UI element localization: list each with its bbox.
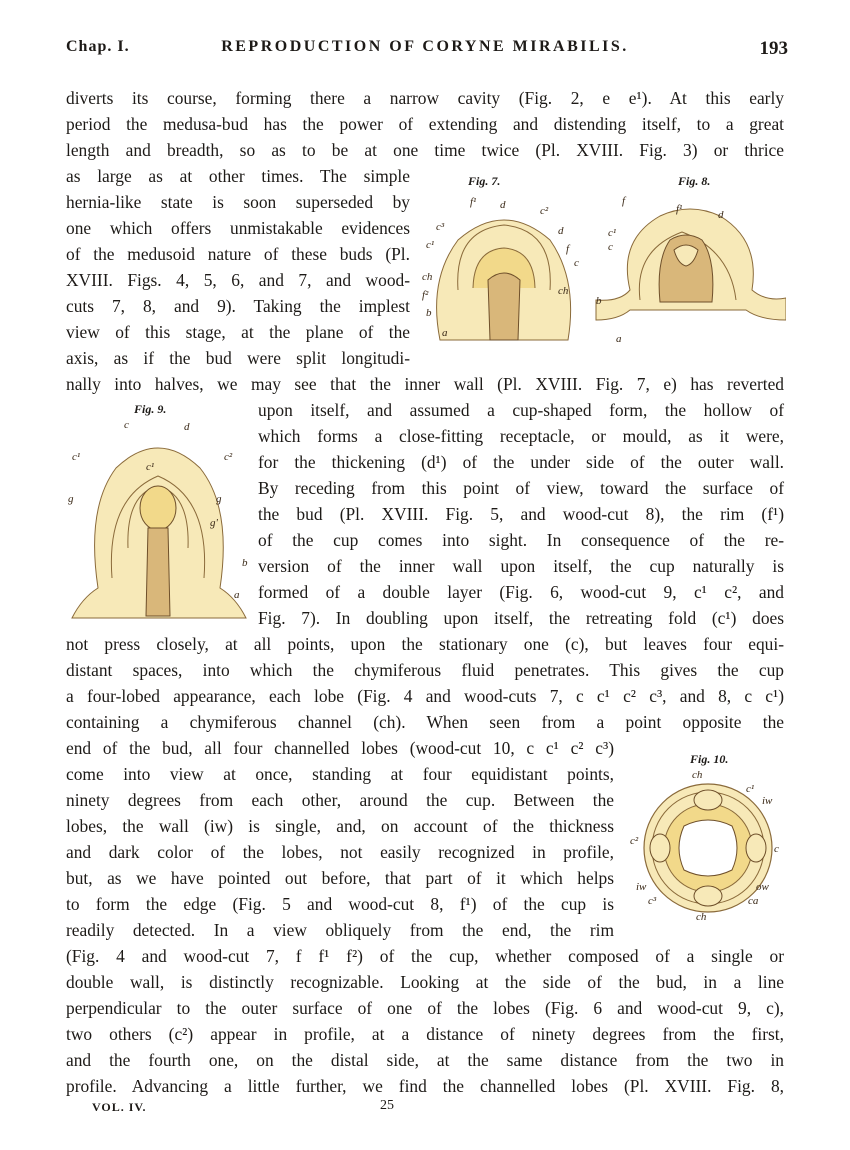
text-line: formed of a double layer (Fig. 6, wood-cut 9, c¹ c², and (258, 582, 784, 602)
text-line: cuts 7, 8, and 9). Taking the implest (66, 296, 410, 316)
text-line: nally into halves, we may see that the inner wall (Pl. XVIII. Fig. 7, e) has reverted (66, 374, 784, 394)
figure-label: c³ (436, 221, 445, 233)
text-line: axis, as if the bud were split longitudi- (66, 348, 410, 368)
text-line: (Fig. 4 and wood-cut 7, f f¹ f²) of the cup, whether composed of a single or (66, 946, 784, 966)
text-line: but, as we have pointed out before, that part of it which helps (66, 868, 614, 888)
text-line: as large as at other times. The simple (66, 166, 410, 186)
figure-label: c (124, 419, 129, 431)
figure-9 (66, 398, 252, 630)
figure-label: c¹ (746, 783, 755, 795)
figure-label: g (216, 493, 222, 505)
figure-label: c¹ (426, 239, 435, 251)
volume-mark: VOL. IV. (92, 1100, 147, 1114)
figure-label: c² (540, 205, 549, 217)
figure-label: b (242, 557, 248, 569)
text-line: By receding from this point of view, toward the surface of (258, 478, 784, 498)
figure-label: d (184, 421, 190, 433)
figure-label: f (622, 195, 626, 207)
figure-label: g' (210, 517, 218, 529)
text-line: for the thickening (d¹) of the under side of the outer wall. (258, 452, 784, 472)
figure-label: a (234, 589, 240, 601)
text-line: double wall, is distinctly recognizable. Looking at the side of the bud, in a line (66, 972, 784, 992)
figure-caption: Fig. 8. (678, 174, 711, 188)
figure-label: iw (762, 795, 773, 807)
figure-9-drawing (66, 398, 252, 630)
text-line: one which offers unmistakable evidences (66, 218, 410, 238)
figure-10 (626, 748, 788, 924)
figure-label: d (500, 199, 506, 211)
figure-caption: Fig. 9. (134, 402, 167, 416)
figure-label: c² (630, 835, 639, 847)
figure-label: ch (692, 769, 703, 781)
text-line: version of the inner wall upon itself, the cup naturally is (258, 556, 784, 576)
text-line: and dark color of the lobes, not easily recognized in profile, (66, 842, 614, 862)
figure-label: d (558, 225, 564, 237)
text-line: lobes, the wall (iw) is single, and, on account of the thickness (66, 816, 614, 836)
text-line: of the cup comes into sight. In consequence of the re- (258, 530, 784, 550)
text-line: come into view at once, standing at four equidistant points, (66, 764, 614, 784)
figure-10-drawing (626, 748, 788, 924)
text-line: view of this stage, at the plane of the (66, 322, 410, 342)
figure-label: f¹ (470, 196, 477, 208)
text-line: hernia-like state is soon superseded by (66, 192, 410, 212)
text-line: which forms a close-fitting receptacle, or mould, as it were, (258, 426, 784, 446)
text-line: period the medusa-bud has the power of extending and distending itself, to a great (66, 114, 784, 134)
running-title: REPRODUCTION OF CORYNE MIRABILIS. (221, 38, 629, 55)
figure-label: c¹ (608, 227, 617, 239)
signature-mark: 25 (380, 1098, 394, 1113)
text-line: XVIII. Figs. 4, 5, 6, and 7, and wood- (66, 270, 410, 290)
figure-label: c¹ (72, 451, 81, 463)
figure-caption: Fig. 10. (690, 752, 729, 766)
figure-label: a (442, 327, 448, 339)
figure-caption: Fig. 7. (468, 174, 501, 188)
text-line: diverts its course, forming there a narrow cavity (Fig. 2, e e¹). At this early (66, 88, 784, 108)
figure-label: ch (696, 911, 707, 923)
text-line: two others (c²) appear in profile, at a distance of ninety degrees from the first, (66, 1024, 784, 1044)
figure-label: f¹ (676, 203, 683, 215)
text-line: profile. Advancing a little further, we find the channelled lobes (Pl. XVIII. Fig. 8, (66, 1076, 784, 1096)
text-line: readily detected. In a view obliquely from the end, the rim (66, 920, 614, 940)
text-line: a four-lobed appearance, each lobe (Fig. 4 and wood-cuts 7, c c¹ c² c³, and 8, c c¹) (66, 686, 784, 706)
figure-label: ch (422, 271, 433, 283)
text-line: distant spaces, into which the chymiferous fluid penetrates. This gives the cup (66, 660, 784, 680)
figure-label: g (68, 493, 74, 505)
figure-label: a (616, 333, 622, 345)
text-line: of the medusoid nature of these buds (Pl. (66, 244, 410, 264)
text-line: end of the bud, all four channelled lobes (wood-cut 10, c c¹ c² c³) (66, 738, 614, 758)
figure-label: b (596, 295, 602, 307)
text-line: the bud (Pl. XVIII. Fig. 5, and wood-cut 8), the rim (f¹) (258, 504, 784, 524)
figure-8 (590, 170, 786, 350)
figure-label: c (608, 241, 613, 253)
chapter-heading: Chap. I. (66, 38, 130, 55)
text-line: containing a chymiferous channel (ch). When seen from a point opposite the (66, 712, 784, 732)
figure-7 (418, 170, 592, 350)
figure-label: c² (224, 451, 233, 463)
figure-label: c (774, 843, 779, 855)
text-line: and the fourth one, on the distal side, at the same distance from the two in (66, 1050, 784, 1070)
figure-label: b (426, 307, 432, 319)
figure-label: ca (748, 895, 759, 907)
text-line: not press closely, at all points, upon the stationary one (c), but leaves four equi- (66, 634, 784, 654)
figure-label: c (574, 257, 579, 269)
figure-label: f (566, 243, 570, 255)
figure-label: ow (756, 881, 769, 893)
figure-7-drawing (418, 170, 592, 350)
figure-label: c³ (648, 895, 657, 907)
figure-label: ch (558, 285, 569, 297)
text-line: perpendicular to the outer surface of one of the lobes (Fig. 6 and wood-cut 9, c), (66, 998, 784, 1018)
text-line: upon itself, and assumed a cup-shaped form, the hollow of (258, 400, 784, 420)
figure-8-drawing (590, 170, 786, 350)
text-line: to form the edge (Fig. 5 and wood-cut 8, f¹) of the cup is (66, 894, 614, 914)
figure-label: c¹ (146, 461, 155, 473)
figure-label: f² (422, 289, 429, 301)
figure-label: iw (636, 881, 647, 893)
text-line: length and breadth, so as to be at one time twice (Pl. XVIII. Fig. 3) or thrice (66, 140, 784, 160)
figure-label: d (718, 209, 724, 221)
text-line: ninety degrees from each other, around the cup. Between the (66, 790, 614, 810)
page-number: 193 (759, 38, 788, 59)
text-line: Fig. 7). In doubling upon itself, the retreating fold (c¹) does (258, 608, 784, 628)
